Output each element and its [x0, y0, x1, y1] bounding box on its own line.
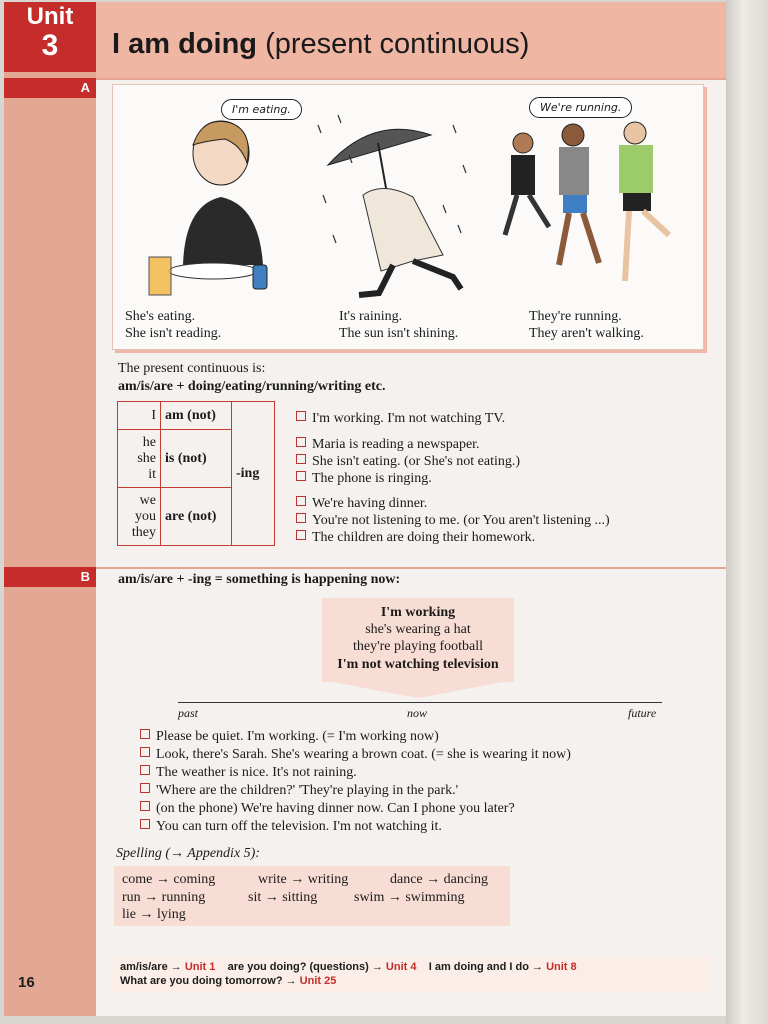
timeline	[178, 702, 662, 703]
timeline-future: future	[628, 706, 657, 720]
cell-subject: I	[118, 402, 161, 430]
cross-reference-footer	[112, 956, 712, 992]
speech-bubble-eating: I'm eating.	[221, 99, 302, 120]
now-line: I'm working	[380, 605, 456, 620]
spelling-item: swim → swimming	[354, 890, 465, 905]
man-umbrella-illustration	[318, 115, 466, 295]
unit-number: 3	[41, 29, 59, 62]
spelling-item: sit → sitting	[248, 890, 318, 905]
spelling-label: Spelling (→ Appendix 5):	[116, 846, 260, 861]
cell-verb: am (not)	[161, 402, 232, 430]
caption-line: She's eating.	[125, 309, 196, 324]
cell-verb: is (not)	[161, 430, 232, 488]
example-item: We're having dinner.	[296, 495, 427, 513]
link-unit-1[interactable]: Unit 1	[184, 961, 216, 973]
footer-line-1: am/is/are → Unit 1 are you doing? (questions) → Unit 4 I am doing and I do → Unit 8	[120, 961, 577, 973]
example-item: 'Where are the children?' 'They're playing in the park.'	[140, 782, 458, 800]
link-unit-8[interactable]: Unit 8	[546, 961, 577, 973]
now-line: they're playing football	[352, 639, 484, 654]
intro-line-2: am/is/are + doing/eating/running/writing etc.	[118, 379, 386, 394]
caption-line: They aren't walking.	[529, 326, 644, 341]
example-item: The weather is nice. It's not raining.	[140, 764, 357, 782]
now-box-arrow	[322, 680, 514, 698]
example-item: The children are doing their homework.	[296, 529, 535, 547]
caption-rain	[339, 308, 458, 342]
page-title	[112, 28, 529, 61]
now-line: she's wearing a hat	[365, 622, 471, 637]
example-item: Look, there's Sarah. She's wearing a brown coat. (= she is wearing it now)	[140, 746, 571, 764]
example-item: I'm working. I'm not watching TV.	[296, 410, 505, 428]
unit-badge	[4, 2, 96, 72]
page-number: 16	[18, 974, 35, 991]
example-item: The phone is ringing.	[296, 470, 432, 488]
speech-bubble-running: We're running.	[529, 97, 632, 118]
cell-subject: we you they	[118, 488, 161, 546]
example-item: Maria is reading a newspaper.	[296, 436, 480, 454]
caption-line: It's raining.	[339, 309, 403, 324]
cell-subject: he she it	[118, 430, 161, 488]
woman-eating-illustration	[149, 121, 267, 295]
caption-line: They're running.	[529, 309, 622, 324]
spelling-item: write → writing	[258, 872, 349, 887]
example-item: Please be quiet. I'm working. (= I'm working now)	[140, 728, 439, 746]
page-edge	[726, 0, 768, 1024]
spelling-item: lie → lying	[122, 907, 186, 922]
example-item: You're not listening to me. (or You aren't listening ...)	[296, 512, 610, 530]
timeline-now: now	[407, 706, 428, 720]
section-a-label: A	[4, 78, 96, 98]
spelling-item: run → running	[122, 890, 206, 905]
timeline-past: past	[178, 706, 199, 720]
runners-illustration	[505, 122, 669, 281]
section-b-label: B	[4, 567, 96, 587]
example-item: She isn't eating. (or She's not eating.)	[296, 453, 520, 471]
footer-line-2: What are you doing tomorrow? → Unit 25	[120, 975, 337, 987]
intro-line-1: The present continuous is:	[118, 361, 266, 376]
caption-woman	[125, 308, 221, 342]
example-item: You can turn off the television. I'm not watching it.	[140, 818, 442, 836]
link-unit-4[interactable]: Unit 4	[385, 961, 417, 973]
form-table	[117, 401, 275, 546]
cell-verb: are (not)	[161, 488, 232, 546]
caption-line: The sun isn't shining.	[339, 326, 459, 341]
title-main: I am doing	[112, 28, 257, 60]
caption-line: She isn't reading.	[125, 326, 222, 341]
cell-ing: -ing	[232, 402, 275, 546]
unit-word: Unit	[26, 3, 74, 30]
example-item: (on the phone) We're having dinner now. Can I phone you later?	[140, 800, 515, 818]
left-margin	[4, 2, 96, 1016]
section-b-line	[96, 567, 726, 569]
spelling-item: dance → dancing	[390, 872, 488, 887]
section-a-line	[96, 78, 726, 80]
caption-runners	[529, 308, 644, 342]
spelling-item: come → coming	[122, 872, 216, 887]
title-sub: (present continuous)	[265, 28, 530, 60]
b-intro: am/is/are + -ing = something is happening now:	[118, 572, 401, 587]
link-unit-25[interactable]: Unit 25	[299, 975, 337, 987]
illustration-panel	[112, 84, 704, 350]
now-line: I'm not watching television	[337, 657, 499, 672]
